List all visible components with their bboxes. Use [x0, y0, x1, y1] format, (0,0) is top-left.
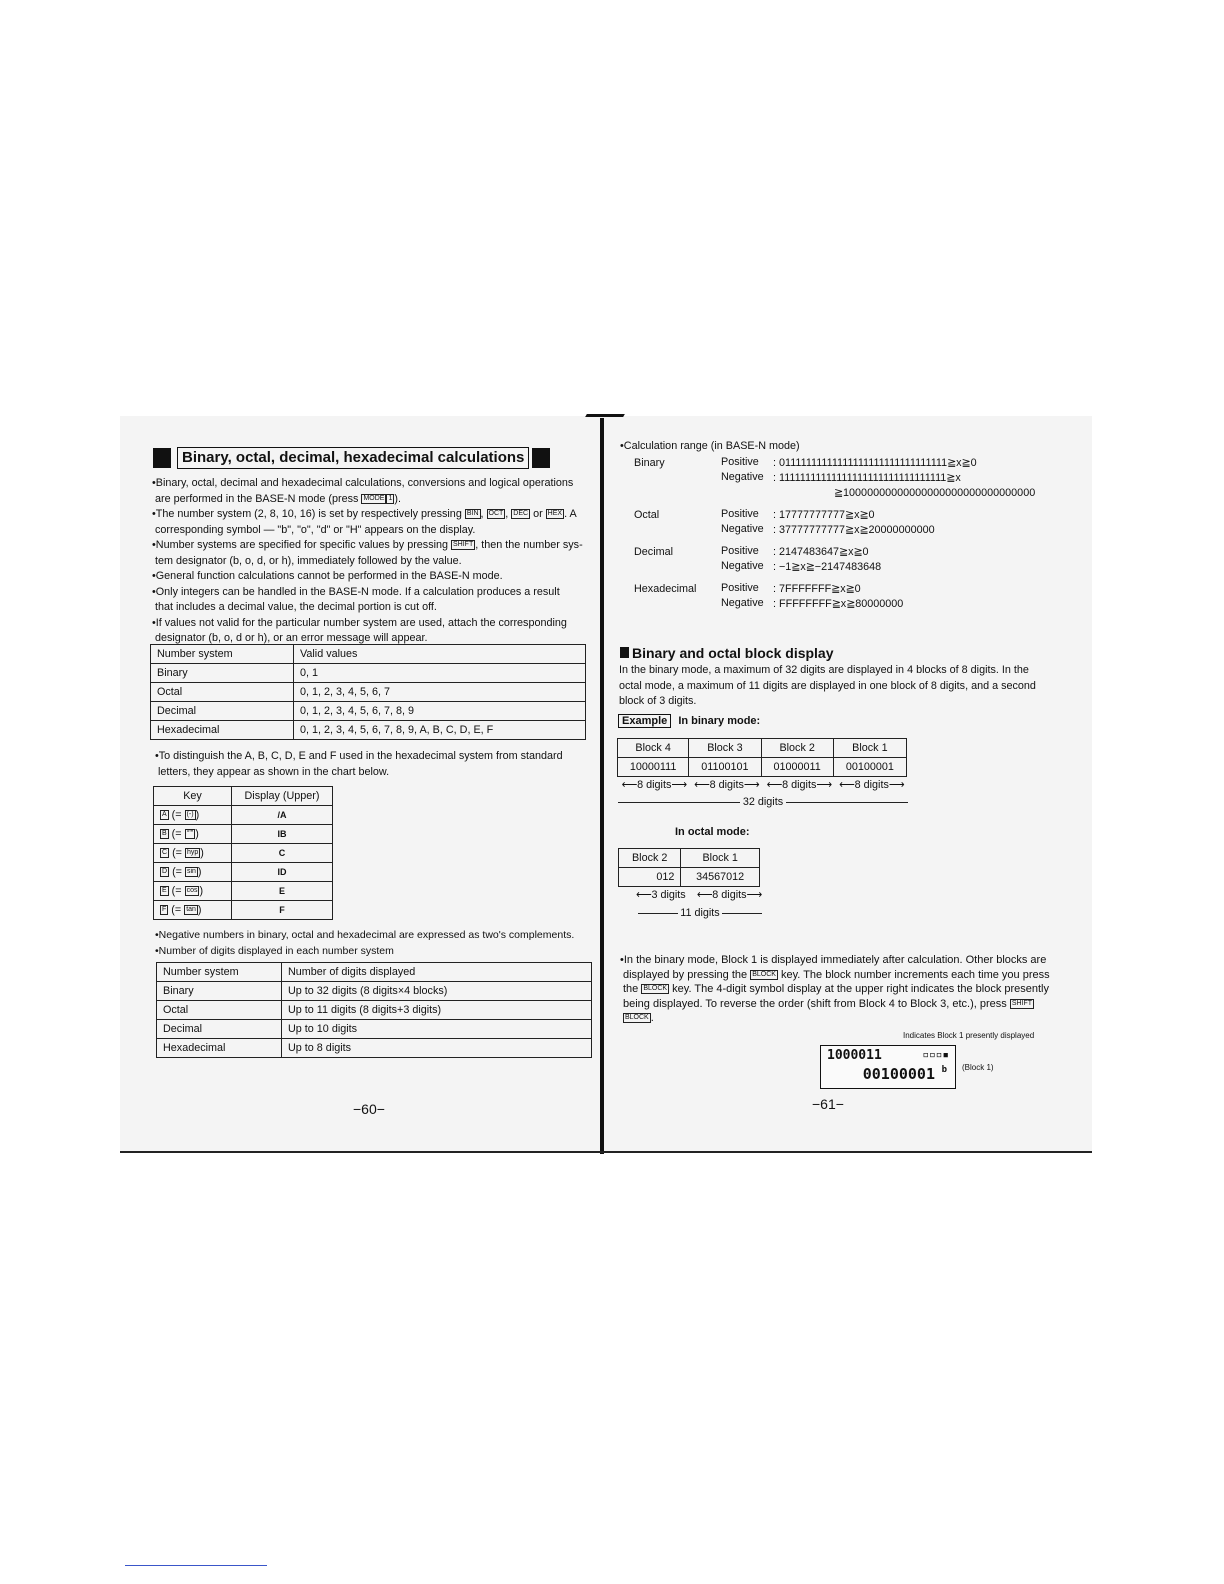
table-cell: 34567012: [681, 868, 760, 887]
binary-mode-label: In binary mode:: [678, 715, 761, 727]
block-key-icon: BLOCK: [625, 1014, 649, 1022]
one-key-icon: 1: [388, 494, 393, 502]
range-value: ≧10000000000000000000000000000000: [834, 487, 1036, 499]
table-cell: 0, 1, 2, 3, 4, 5, 6, 7: [294, 683, 586, 702]
range-value: : −1≧x≧−2147483648: [773, 561, 882, 573]
bullet-line: •The number system (2, 8, 10, 16) is set by respectively pressing BIN , OCT , DEC or HEX . A: [152, 508, 577, 520]
table-cell: F: [232, 901, 333, 920]
table-cell: D (= sin ): [154, 863, 232, 882]
arrow-line: [786, 802, 908, 803]
table-cell: C (= hyp ): [154, 844, 232, 863]
table-cell: Hexadecimal: [151, 721, 294, 740]
table-cell: /A: [232, 806, 333, 825]
range-value: : 7FFFFFFF≧x≧0: [773, 583, 861, 595]
table-row: [151, 664, 586, 683]
intro-bullets: [152, 476, 588, 647]
table-cell: Up to 32 digits (8 digits×4 blocks): [282, 982, 592, 1001]
table-header-cell: Valid values: [294, 645, 586, 664]
table-row: [157, 1039, 592, 1058]
range-name: Octal: [634, 509, 660, 521]
sin-key-icon: sin: [186, 868, 196, 876]
table-row: [151, 721, 586, 740]
total-label: 32 digits: [742, 796, 784, 808]
table-header-cell: Number of digits displayed: [282, 963, 592, 982]
table-header-row: [154, 787, 333, 806]
table-header-cell: Block 1: [833, 739, 906, 758]
table-row: [154, 901, 333, 920]
octal-digit-arrows: [636, 888, 762, 901]
bullet-line: •Negative numbers in binary, octal and hexadecimal are expressed as two's complements.: [155, 929, 575, 941]
table-header-cell: Block 2: [761, 739, 833, 758]
book-spine: [600, 418, 604, 1154]
range-value: : 37777777777≧x≧20000000000: [773, 524, 935, 536]
lcd-line-1: 1000011: [827, 1048, 882, 1063]
arrow-line: [618, 802, 740, 803]
valid-values-table: [150, 644, 586, 740]
indicator-note: Indicates Block 1 presently displayed: [903, 1031, 1035, 1040]
table-header-row: [618, 739, 907, 758]
table-cell: ID: [232, 863, 333, 882]
table-header-cell: Block 1: [681, 849, 760, 868]
block-heading: Binary and octal block display: [620, 645, 834, 661]
range-title: •Calculation range (in BASE-N mode): [620, 440, 800, 452]
distinguish-text: [155, 749, 591, 780]
block-key-icon: BLOCK: [752, 970, 776, 978]
text-line: displayed by pressing the BLOCK key. The block number increments each time you press: [623, 968, 1050, 981]
table-cell: A (= (-) ): [154, 806, 232, 825]
range-name: Decimal: [634, 546, 673, 558]
spine-top: [585, 414, 625, 417]
hex-key-icon: HEX: [547, 510, 563, 518]
degree-key-icon: °'": [186, 830, 194, 838]
table-header-cell: Number system: [157, 963, 282, 982]
text-line: block of 3 digits.: [619, 695, 697, 707]
table-cell: 01100101: [689, 758, 761, 777]
range-name: Binary: [634, 457, 665, 469]
range-label: Negative: [721, 597, 764, 609]
range-label: Positive: [721, 582, 759, 594]
table-row: [154, 863, 333, 882]
bullet-line: •Binary, octal, decimal and hexadecimal calculations, conversions and logical operations: [152, 477, 574, 489]
range-label: Negative: [721, 560, 764, 572]
range-value: : 11111111111111111111111111111111≧x: [773, 472, 961, 484]
shift-key-icon: SHIFT: [1011, 999, 1033, 1007]
table-row: [619, 868, 760, 887]
page-number-right: −61−: [812, 1096, 844, 1112]
arrow-line: [722, 913, 762, 914]
table-cell: Up to 10 digits: [282, 1020, 592, 1039]
c-key-icon: C: [162, 849, 168, 857]
table-header-cell: Block 3: [689, 739, 761, 758]
bullet-line: •Number systems are specified for specific values by pressing SHIFT , then the number sys-: [152, 539, 583, 551]
bullet-line: •Only integers can be handled in the BASE-N mode. If a calculation produces a result: [152, 585, 560, 598]
table-cell: E (= cos ): [154, 882, 232, 901]
table-cell: Decimal: [151, 702, 294, 721]
binary-total-arrow: [618, 796, 908, 808]
heading-title: Binary, octal, decimal, hexadecimal calculations: [177, 447, 529, 469]
bullet-line: letters, they appear as shown in the chart below.: [158, 765, 390, 778]
table-row: [154, 806, 333, 825]
table-cell: 10000111: [618, 758, 689, 777]
lcd-base-indicator: b: [941, 1065, 947, 1075]
digit-label: ⟵8 digits⟶: [696, 889, 762, 901]
table-cell: 012: [619, 868, 681, 887]
octal-total-arrow: [638, 907, 762, 919]
example-label: Example: [618, 714, 671, 728]
bullet-line: •General function calculations cannot be performed in the BASE-N mode.: [152, 570, 503, 582]
range-label: Positive: [721, 508, 759, 520]
bullet-line: are performed in the BASE-N mode (press MODE 1 ).: [155, 492, 401, 505]
table-cell: Decimal: [157, 1020, 282, 1039]
digit-label: ⟵8 digits⟶: [621, 779, 687, 791]
table-cell: Up to 11 digits (8 digits+3 digits): [282, 1001, 592, 1020]
lcd-block-symbols: ▫▫▫▪: [922, 1048, 949, 1061]
range-label: Positive: [721, 456, 759, 468]
table-cell: Hexadecimal: [157, 1039, 282, 1058]
binary-digit-arrows: [618, 778, 908, 791]
table-cell: Octal: [157, 1001, 282, 1020]
table-cell: Binary: [157, 982, 282, 1001]
heading-square-icon: [532, 448, 550, 468]
table-header-cell: Number system: [151, 645, 294, 664]
page-number-left: −60−: [353, 1101, 385, 1117]
text-line: In the binary mode, a maximum of 32 digits are displayed in 4 blocks of 8 digits. In the: [619, 664, 1029, 676]
bullet-line: •If values not valid for the particular number system are used, attach the corresponding: [152, 616, 567, 629]
bullet-line: •To distinguish the A, B, C, D, E and F used in the hexadecimal system from standard: [155, 750, 563, 762]
shift-key-icon: SHIFT: [453, 541, 474, 549]
table-row: [154, 844, 333, 863]
binary-block-table: [617, 738, 907, 777]
table-row: [151, 683, 586, 702]
negative-key-icon: (-): [186, 811, 194, 819]
key-display-table: [153, 786, 333, 920]
table-row: [151, 702, 586, 721]
table-cell: IB: [232, 825, 333, 844]
b-key-icon: B: [162, 830, 167, 838]
oct-key-icon: OCT: [488, 510, 504, 518]
digit-label: ⟵8 digits⟶: [839, 779, 905, 791]
table-cell: Binary: [151, 664, 294, 683]
mode-key-icon: MODE: [363, 494, 385, 502]
display-text: [620, 953, 1060, 1026]
table-header-cell: Key: [154, 787, 232, 806]
table-cell: E: [232, 882, 333, 901]
range-label: Positive: [721, 545, 759, 557]
table-header-cell: Block 4: [618, 739, 689, 758]
range-value: : 01111111111111111111111111111111≧x≧0: [773, 457, 977, 469]
table-cell: 00100001: [833, 758, 906, 777]
tan-key-icon: tan: [186, 906, 196, 914]
table-header-row: [151, 645, 586, 664]
digit-label: ⟵3 digits: [636, 889, 686, 901]
digits-table: [156, 962, 592, 1058]
bullet-line: tem designator (b, o, d, or h), immediately followed by the value.: [155, 554, 462, 567]
bin-key-icon: BIN: [466, 510, 479, 518]
octal-block-table: [618, 848, 760, 887]
bullet-line: designator (b, o, d or h), or an error message will appear.: [155, 632, 428, 644]
table-row: [154, 882, 333, 901]
calculator-display: [820, 1045, 956, 1089]
text-line: being displayed. To reverse the order (shift from Block 4 to Block 3, etc.), press SHIFTBLOCK .: [623, 997, 1033, 1024]
table-header-row: [619, 849, 760, 868]
table-cell: 01000011: [761, 758, 833, 777]
range-label: Negative: [721, 471, 764, 483]
bottom-rule: [120, 1151, 1092, 1153]
bullet-line: •Number of digits displayed in each number system: [155, 944, 394, 957]
bullet-line: corresponding symbol — "b", "o", "d" or "H" appears on the display.: [155, 523, 476, 536]
section-heading: [153, 446, 581, 470]
range-label: Negative: [721, 523, 764, 535]
dec-key-icon: DEC: [513, 510, 529, 518]
d-key-icon: D: [162, 868, 168, 876]
cos-key-icon: cos: [186, 887, 198, 895]
hyp-key-icon: hyp: [186, 849, 199, 857]
example-row: [618, 714, 760, 728]
table-header-cell: Block 2: [619, 849, 681, 868]
heading-square-icon: [153, 448, 171, 468]
range-name: Hexadecimal: [634, 583, 697, 595]
text-line: octal mode, a maximum of 11 digits are displayed in one block of 8 digits, and a second: [619, 679, 1036, 692]
lcd-line-2: 00100001: [862, 1065, 935, 1083]
table-row: [154, 825, 333, 844]
footnote-rule: [125, 1565, 267, 1566]
digit-label: ⟵8 digits⟶: [766, 779, 832, 791]
block-text: [619, 663, 1059, 710]
e-key-icon: E: [162, 887, 167, 895]
table-header-cell: Display (Upper): [232, 787, 333, 806]
negative-text: [155, 928, 595, 959]
lcd-caption: (Block 1): [962, 1063, 994, 1072]
text-line: •In the binary mode, Block 1 is displayed immediately after calculation. Other blocks are: [620, 954, 1047, 966]
total-label: 11 digits: [680, 907, 720, 919]
table-cell: F (= tan ): [154, 901, 232, 920]
table-cell: Up to 8 digits: [282, 1039, 592, 1058]
range-value: : 17777777777≧x≧0: [773, 509, 875, 521]
table-row: [157, 982, 592, 1001]
table-cell: B (= °'" ): [154, 825, 232, 844]
table-cell: C: [232, 844, 333, 863]
range-value: : FFFFFFFF≧x≧80000000: [773, 598, 904, 610]
a-key-icon: A: [162, 811, 167, 819]
table-row: [157, 1020, 592, 1039]
table-cell: 0, 1, 2, 3, 4, 5, 6, 7, 8, 9: [294, 702, 586, 721]
range-value: : 2147483647≧x≧0: [773, 546, 869, 558]
table-row: [157, 1001, 592, 1020]
block-key-icon: BLOCK: [643, 985, 668, 993]
f-key-icon: F: [162, 906, 167, 914]
digit-label: ⟵8 digits⟶: [694, 779, 760, 791]
table-cell: 0, 1, 2, 3, 4, 5, 6, 7, 8, 9, A, B, C, D, E, F: [294, 721, 586, 740]
text-line: the BLOCK key. The 4-digit symbol display at the upper right indicates the block presently: [623, 983, 1050, 995]
heading-square-icon: [620, 647, 629, 658]
table-cell: 0, 1: [294, 664, 586, 683]
table-header-row: [157, 963, 592, 982]
table-cell: Octal: [151, 683, 294, 702]
table-row: [618, 758, 907, 777]
octal-mode-label: In octal mode:: [675, 826, 750, 838]
bullet-line: that includes a decimal value, the decimal portion is cut off.: [155, 601, 437, 613]
arrow-line: [638, 913, 678, 914]
